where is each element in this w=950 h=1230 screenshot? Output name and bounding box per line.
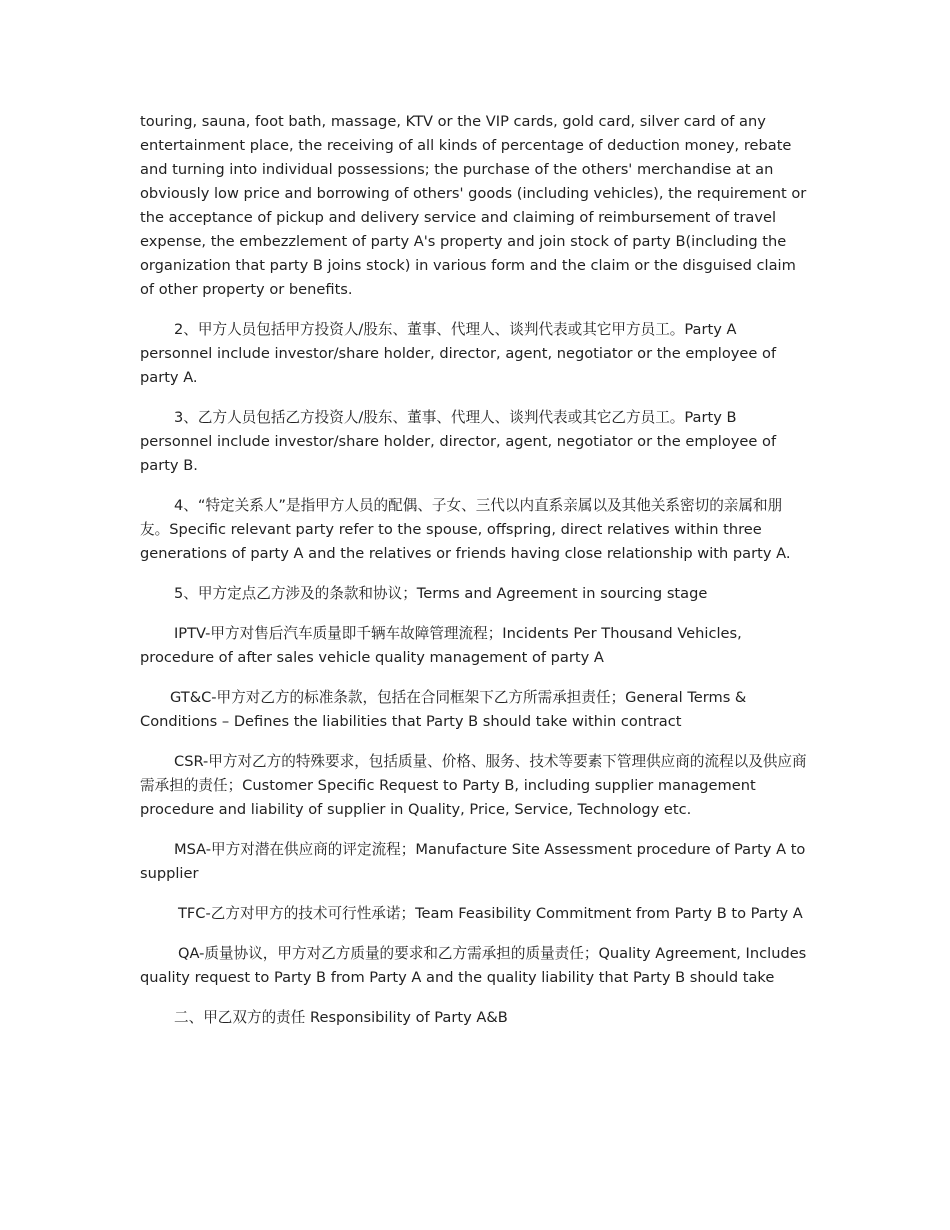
paragraph-sourcing-terms: 5、甲方定点乙方涉及的条款和协议；Terms and Agreement in sourcing stage — [174, 585, 708, 602]
paragraph-iptv: IPTV-甲方对售后汽车质量即千辆车故障管理流程；Incidents Per Thousand Vehicles, procedure of after sales vehicle quality management of party A — [140, 625, 742, 666]
paragraph-benefits-definition: touring, sauna, foot bath, massage, KTV or the VIP cards, gold card, silver card of any entertainment place, the receiving of all kinds of percentage of deduction money, rebate and turning into individual possessions; the purchase of the others' merchandise at an obviously low price and borrowing of others' goods (including vehicles), the requirement or the acceptance of pickup and delivery service and claiming of reimbursement of travel expense, the embezzlement of party A's property and join stock of party B(including the organization that party B joins stock) in various form and the claim or the disguised claim of other property or benefits. — [140, 113, 807, 298]
paragraph-msa: MSA-甲方对潜在供应商的评定流程；Manufacture Site Assessment procedure of Party A to supplier — [140, 841, 806, 882]
paragraph-gtc: GT&C-甲方对乙方的标准条款，包括在合同框架下乙方所需承担责任；General Terms & Conditions – Defines the liabilities that Party B should take within contract — [140, 689, 747, 730]
section-heading-responsibility: 二、甲乙双方的责任 Responsibility of Party A&B — [174, 1009, 508, 1026]
paragraph-csr: CSR-甲方对乙方的特殊要求，包括质量、价格、服务、技术等要素下管理供应商的流程以及供应商需承担的责任；Customer Specific Request to Party B, including supplier management procedure and liability of supplier in Quality, Price, Service, Technology etc. — [140, 753, 807, 818]
document-page — [140, 110, 810, 1046]
paragraph-specific-relevant-party: 4、“特定关系人”是指甲方人员的配偶、子女、三代以内直系亲属以及其他关系密切的亲属和朋友。Specific relevant party refer to the spouse, offspring, direct relatives within three generations of party A and the relatives or friends having close relationship with party A. — [140, 497, 791, 562]
paragraph-tfc: TFC-乙方对甲方的技术可行性承诺；Team Feasibility Commitment from Party B to Party A — [178, 905, 803, 922]
paragraph-party-a-personnel: 2、甲方人员包括甲方投资人/股东、董事、代理人、谈判代表或其它甲方员工。Party A personnel include investor/share holder, director, agent, negotiator or the employee of party A. — [140, 321, 777, 386]
paragraph-qa: QA-质量协议，甲方对乙方质量的要求和乙方需承担的质量责任；Quality Agreement, Includes quality request to Party B from Party A and the quality liability that Party B should take — [140, 945, 807, 986]
paragraph-party-b-personnel: 3、乙方人员包括乙方投资人/股东、董事、代理人、谈判代表或其它乙方员工。Party B personnel include investor/share holder, director, agent, negotiator or the employee of party B. — [140, 409, 777, 474]
